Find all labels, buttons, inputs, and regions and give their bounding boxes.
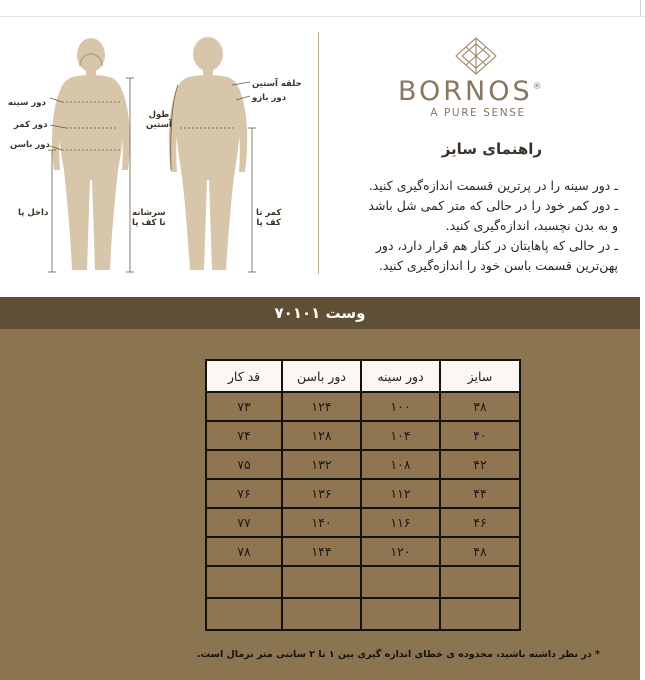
- table-cell: ۱۳۲: [282, 450, 361, 479]
- table-cell: ۷۶: [206, 479, 282, 508]
- label-sleeve-length: طول آستین: [146, 110, 172, 130]
- brand-logo-icon: [450, 36, 502, 76]
- body-figures-illustration: [0, 30, 315, 280]
- label-chest: دور سینه: [8, 98, 46, 108]
- table-row-empty: [206, 566, 520, 598]
- product-title-bar: [0, 297, 640, 329]
- table-cell: [361, 598, 440, 630]
- table-cell: ۱۰۴: [361, 421, 440, 450]
- brand-tagline: A PURE SENSE: [430, 107, 526, 119]
- table-cell: ۱۳۶: [282, 479, 361, 508]
- edge-line: [640, 0, 641, 16]
- guide-line: و به بدن نچسبد، اندازه‌گیری کنید.: [445, 218, 618, 233]
- table-cell: [282, 598, 361, 630]
- table-row: [206, 479, 520, 508]
- guide-line: ـ دور کمر خود را در حالی که متر کمی شل باشد: [368, 198, 618, 213]
- product-title: وست ۷۰۱۰۱: [274, 304, 366, 322]
- top-border: [0, 16, 645, 17]
- header-chest: دور سینه: [361, 360, 440, 392]
- table-row: [206, 508, 520, 537]
- guide-line: ـ دور سینه را در پرترین قسمت اندازه‌گیری کنید.: [368, 178, 618, 193]
- guide-line: ـ در حالی که پاهایتان در کنار هم قرار دارد، دور: [375, 238, 618, 253]
- guide-line: پهن‌ترین قسمت باسن خود را اندازه‌گیری کنید.: [378, 258, 618, 273]
- header-length: قد کار: [206, 360, 282, 392]
- table-cell: ۴۰: [440, 421, 520, 450]
- table-cell: ۱۰۰: [361, 392, 440, 421]
- label-shoulder-to-foot: سرشانه تا کف پا: [132, 208, 166, 228]
- table-row: [206, 537, 520, 566]
- label-inseam: داخل پا: [18, 208, 49, 218]
- label-hip: دور باسن: [10, 140, 50, 150]
- table-cell: ۱۲۰: [361, 537, 440, 566]
- back-figure: [169, 37, 256, 272]
- header-hip: دور باسن: [282, 360, 361, 392]
- brand-name-text: BORNOS: [398, 76, 533, 107]
- guide-title: راهنمای سایز: [441, 140, 542, 158]
- table-cell: ۱۰۸: [361, 450, 440, 479]
- table-cell: ۴۴: [440, 479, 520, 508]
- brand-name: [398, 76, 562, 107]
- table-cell: ۴۸: [440, 537, 520, 566]
- table-cell: ۷۳: [206, 392, 282, 421]
- table-cell: ۷۵: [206, 450, 282, 479]
- measurement-note: * در نظر داشته باشید، محدوده ی خطای اندازه گیری بین ۱ تا ۲ سانتی متر نرمال است.: [196, 649, 600, 660]
- table-cell: ۱۱۲: [361, 479, 440, 508]
- table-cell: ۴۲: [440, 450, 520, 479]
- table-cell: [282, 566, 361, 598]
- table-row: [206, 421, 520, 450]
- size-table-section: [0, 329, 640, 680]
- table-row: [206, 392, 520, 421]
- table-cell: ۱۱۶: [361, 508, 440, 537]
- table-row: [206, 450, 520, 479]
- measurement-figures: [0, 30, 315, 280]
- header-size: سایز: [440, 360, 520, 392]
- table-cell: ۷۷: [206, 508, 282, 537]
- table-cell: ۷۴: [206, 421, 282, 450]
- label-arm: دور بازو: [252, 93, 287, 103]
- table-cell: [206, 598, 282, 630]
- front-figure: [48, 38, 134, 272]
- label-waist: دور کمر: [14, 120, 48, 130]
- label-waist-to-foot: کمر تا کف پا: [256, 208, 282, 228]
- table-cell: [206, 566, 282, 598]
- registered-mark: ®: [532, 82, 542, 92]
- table-cell: ۳۸: [440, 392, 520, 421]
- table-row-empty: [206, 598, 520, 630]
- table-cell: [440, 598, 520, 630]
- guide-instructions: [338, 176, 618, 276]
- table-cell: ۱۴۰: [282, 508, 361, 537]
- table-cell: ۱۲۴: [282, 392, 361, 421]
- size-table: [205, 359, 521, 631]
- table-cell: ۷۸: [206, 537, 282, 566]
- table-cell: [361, 566, 440, 598]
- table-cell: [440, 566, 520, 598]
- table-cell: ۱۲۸: [282, 421, 361, 450]
- table-header-row: [206, 360, 520, 392]
- label-armhole: حلقه آستین: [252, 79, 302, 89]
- table-cell: ۴۶: [440, 508, 520, 537]
- section-divider: [318, 32, 319, 274]
- table-cell: ۱۴۴: [282, 537, 361, 566]
